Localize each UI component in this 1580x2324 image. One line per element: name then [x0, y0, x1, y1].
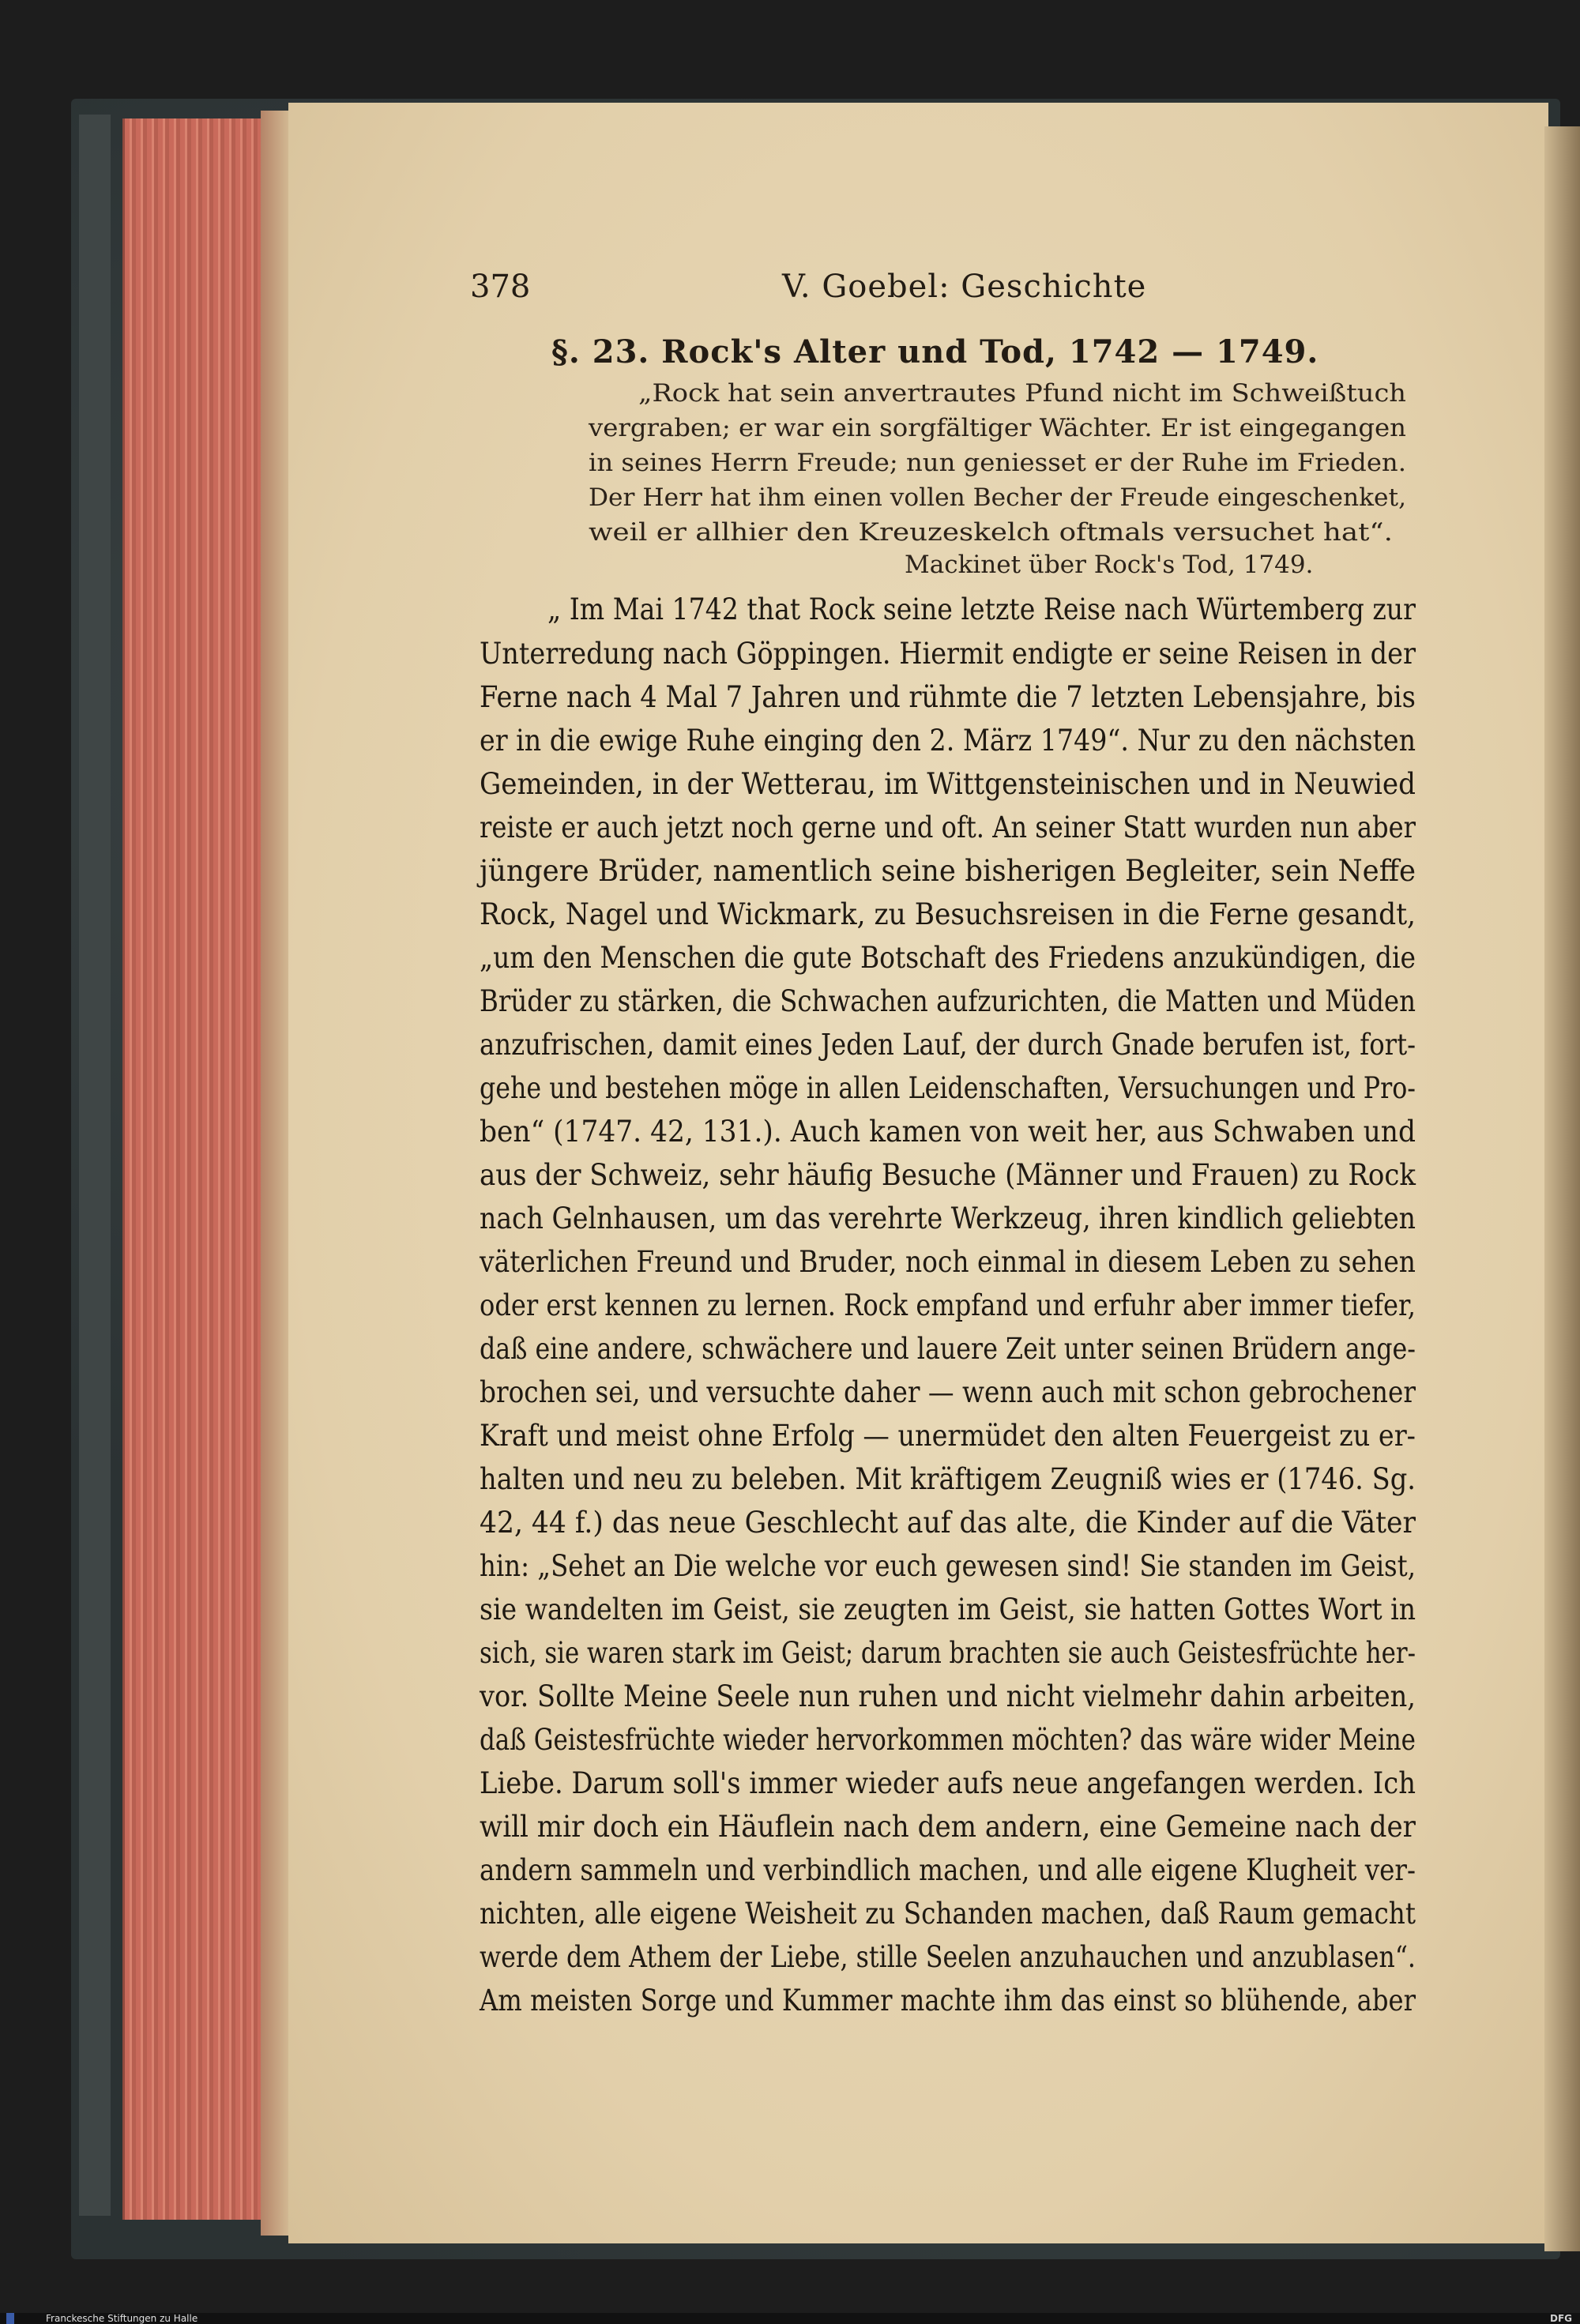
institution-logo-icon [6, 2313, 14, 2324]
body-line: sie wandelten im Geist, sie zeugten im Geist, sie hatten Gottes Wort in [480, 1593, 1416, 1626]
motto-attribution: Mackinet über Rock's Tod, 1749. [905, 551, 1314, 579]
footer-institution: Franckesche Stiftungen zu Halle [46, 2313, 198, 2324]
facing-page-edge [1544, 126, 1580, 2251]
body-line: Ferne nach 4 Mal 7 Jahren und rühmte die 7 letzten Lebensjahre, bis [480, 680, 1416, 714]
body-line: oder erst kennen zu lernen. Rock empfand und erfuhr aber immer tiefer, [480, 1288, 1416, 1322]
motto-line: Der Herr hat ihm einen vollen Becher der Freude eingeschenket, [589, 483, 1406, 512]
body-line: werde dem Athem der Liebe, stille Seelen anzuhauchen und anzublasen“. [480, 1940, 1416, 1974]
body-line: „um den Menschen die gute Botschaft des Friedens anzukündigen, die [480, 941, 1416, 975]
running-head: V. Goebel: Geschichte [782, 269, 1147, 305]
body-line: nach Gelnhausen, um das verehrte Werkzeug, ihren kindlich geliebten [480, 1201, 1416, 1235]
body-line: er in die ewige Ruhe einging den 2. März 1749“. Nur zu den nächsten [480, 724, 1416, 758]
body-line: ben“ (1747. 42, 131.). Auch kamen von weit her, aus Schwaben und [480, 1115, 1416, 1149]
body-line: anzufrischen, damit eines Jeden Lauf, der durch Gnade berufen ist, fort- [480, 1028, 1416, 1062]
motto-line: vergraben; er war ein sorgfältiger Wächter. Er ist eingegangen [589, 414, 1406, 442]
body-line: jüngere Brüder, namentlich seine bisherigen Begleiter, sein Neffe [480, 854, 1416, 888]
body-line: Kraft und meist ohne Erfolg — unermüdet den alten Feuergeist zu er- [480, 1419, 1416, 1453]
body-line: aus der Schweiz, sehr häufig Besuche (Männer und Frauen) zu Rock [480, 1158, 1416, 1192]
body-line: brochen sei, und versuchte daher — wenn auch mit schon gebrochener [480, 1375, 1416, 1409]
footer-bar [0, 2313, 1580, 2324]
motto-line: weil er allhier den Kreuzeskelch oftmals versuchet hat“. [589, 518, 1393, 547]
body-line: Rock, Nagel und Wickmark, zu Besuchsreisen in die Ferne gesandt, [480, 897, 1416, 931]
page-edges-shadow [261, 111, 292, 2236]
body-line: nichten, alle eigene Weisheit zu Schanden machen, daß Raum gemacht [480, 1897, 1416, 1931]
footer-funder-logo: DFG [1549, 2313, 1572, 2324]
body-line: daß eine andere, schwächere und lauere Zeit unter seinen Brüdern ange- [480, 1332, 1416, 1366]
body-line: Brüder zu stärken, die Schwachen aufzurichten, die Matten und Müden [480, 984, 1416, 1018]
body-line: 42, 44 f.) das neue Geschlecht auf das alte, die Kinder auf die Väter [480, 1506, 1416, 1540]
body-line: will mir doch ein Häuflein nach dem andern, eine Gemeine nach der [480, 1810, 1416, 1844]
page-number: 378 [470, 269, 531, 305]
body-line: Liebe. Darum soll's immer wieder aufs neue angefangen werden. Ich [480, 1766, 1416, 1800]
body-line: sich, sie waren stark im Geist; darum brachten sie auch Geistesfrüchte her- [480, 1636, 1416, 1670]
page-edges-red [122, 118, 283, 2220]
body-line: Gemeinden, in der Wetterau, im Wittgensteinischen und in Neuwied [480, 767, 1416, 801]
body-line: vor. Sollte Meine Seele nun ruhen und nicht vielmehr dahin arbeiten, [480, 1679, 1416, 1713]
motto-line: „Rock hat sein anvertrautes Pfund nicht im Schweißtuch [638, 379, 1406, 408]
book-cover-spine [79, 115, 111, 2216]
body-line: gehe und bestehen möge in allen Leidenschaften, Versuchungen und Pro- [480, 1071, 1416, 1105]
body-line: Am meisten Sorge und Kummer machte ihm das einst so blühende, aber [480, 1984, 1416, 2018]
body-line: reiste er auch jetzt noch gerne und oft. An seiner Statt wurden nun aber [480, 810, 1416, 844]
body-line: väterlichen Freund und Bruder, noch einmal in diesem Leben zu sehen [480, 1245, 1416, 1279]
body-line: „ Im Mai 1742 that Rock seine letzte Reise nach Würtemberg zur [547, 592, 1416, 626]
body-line: andern sammeln und verbindlich machen, und alle eigene Klugheit ver- [480, 1853, 1416, 1887]
motto-line: in seines Herrn Freude; nun geniesset er der Ruhe im Frieden. [589, 449, 1406, 477]
body-line: Unterredung nach Göppingen. Hiermit endigte er seine Reisen in der [480, 637, 1416, 671]
body-line: hin: „Sehet an Die welche vor euch gewesen sind! Sie standen im Geist, [480, 1549, 1416, 1583]
body-line: halten und neu zu beleben. Mit kräftigem Zeugniß wies er (1746. Sg. [480, 1462, 1416, 1496]
section-heading: §. 23. Rock's Alter und Tod, 1742 — 1749. [551, 333, 1319, 370]
body-line: daß Geistesfrüchte wieder hervorkommen möchten? das wäre wider Meine [480, 1723, 1416, 1757]
